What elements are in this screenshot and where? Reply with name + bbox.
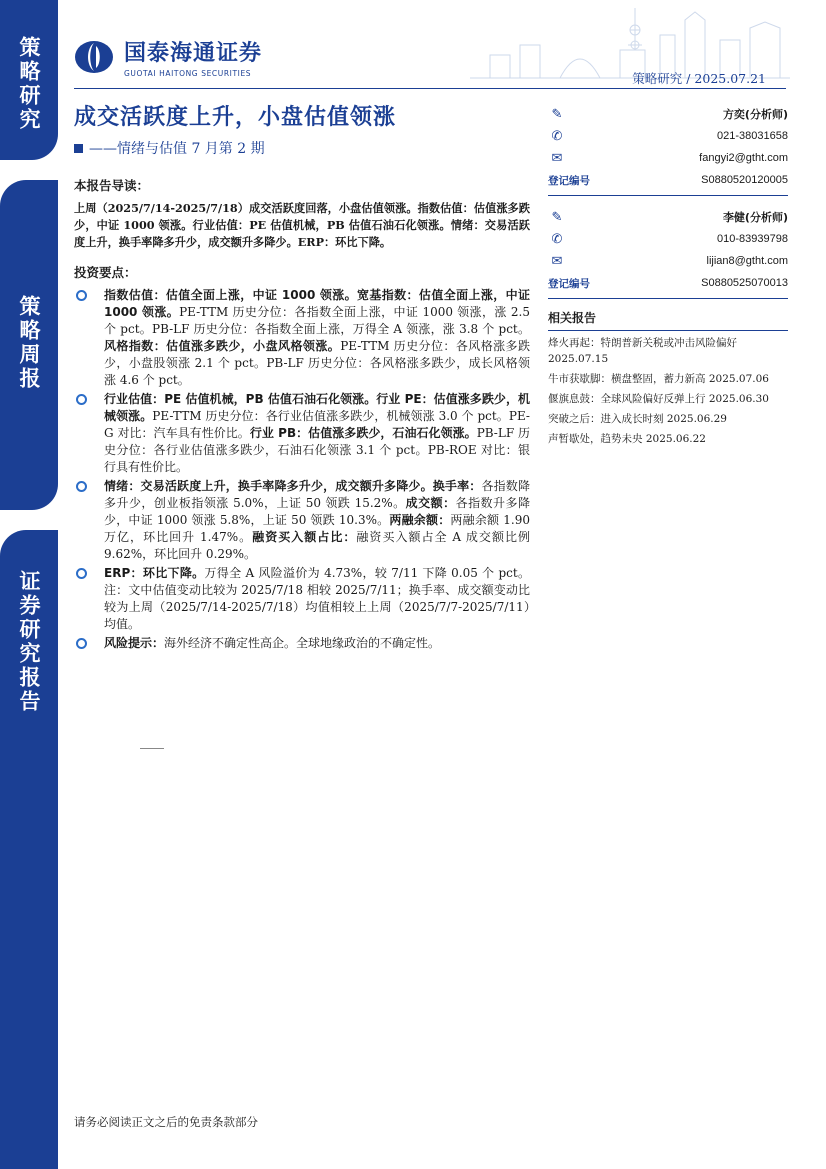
key-points-list: [74, 287, 530, 652]
pen-icon: ✎: [551, 209, 563, 224]
analyst-column: [548, 103, 788, 451]
key-point-bold: 成交额：: [405, 496, 456, 510]
brand-name-cn: 国泰海通证券: [124, 41, 263, 66]
analyst-phone: 010-83939798: [717, 233, 788, 245]
mail-icon: ✉: [551, 150, 563, 165]
circle-bullet-icon: [76, 290, 87, 301]
key-point-text: PE-TTM 历史分位：各指数全面上涨，中证 1000 领涨，涨 2.5 个 pct。PB-LF 历史分位：各指数全面上涨，万得全 A 领涨，涨 3.8 个 pct。: [104, 305, 530, 336]
key-point-text: PB-LF 历史分位：各行业估值涨多跌少，石油石化领涨 3.1 个 pct。PB-ROE 对比：银行具有性价比。: [104, 426, 531, 474]
related-reports-list: [548, 335, 788, 447]
analyst-name: 方奕(分析师): [722, 108, 788, 121]
key-point-item: [74, 287, 530, 389]
analyst-email[interactable]: fangyi2@gtht.com: [699, 152, 788, 164]
report-subtitle: ——情绪与估值 7 月第 2 期: [74, 138, 265, 158]
analyst-card: [548, 103, 788, 196]
key-point-bold: 融资买入额占比：: [252, 530, 357, 544]
reg-label: 登记编号: [548, 277, 590, 290]
key-point-item: [74, 635, 530, 652]
related-report-link[interactable]: 突破之后：进入成长时刻 2025.06.29: [548, 413, 727, 425]
divider-mark: [140, 748, 164, 749]
key-point-bold: 两融余额：: [389, 513, 451, 527]
skyline-decoration: [470, 0, 790, 80]
main-content: [74, 176, 530, 654]
key-point-text: PE-TTM 历史分位：各行业估值涨多跌少，机械领涨 3.0 个 pct。PE-G 对比：汽车具有性价比。: [104, 409, 530, 440]
key-point-item: [74, 565, 530, 633]
brand-name-en: GUOTAI HAITONG SECURITIES: [124, 69, 252, 78]
reg-number: S0880520120005: [701, 174, 788, 186]
mail-icon: ✉: [551, 253, 563, 268]
key-point-text: 海外经济不确定性高企。全球地缘政治的不确定性。: [164, 636, 441, 650]
key-point-bold: 情绪：交易活跃度上升，换手率降多升少，成交额升多降少。换手率：: [104, 479, 482, 493]
pen-icon: ✎: [551, 106, 563, 121]
reg-number: S0880525070013: [701, 277, 788, 289]
related-report-link[interactable]: 偃旗息鼓：全球风险偏好反弹上行 2025.06.30: [548, 393, 769, 405]
key-point-text: 两融余额 1.90 万亿，环比回升 1.47%。: [104, 513, 530, 544]
side-tab-research: 策略研究: [0, 0, 58, 160]
related-report-link[interactable]: 声暂歇处，趋势未央 2025.06.22: [548, 433, 706, 445]
related-report-link[interactable]: 烽火再起：特朗普新关税或冲击风险偏好 2025.07.15: [548, 337, 737, 365]
key-point-item: [74, 478, 530, 563]
key-points-heading: 投资要点：: [74, 265, 137, 280]
analyst-email[interactable]: lijian8@gtht.com: [706, 255, 788, 267]
circle-bullet-icon: [76, 394, 87, 405]
phone-icon: ✆: [551, 231, 563, 246]
related-report-link[interactable]: 牛市获歇脚：横盘整固，蓄力新高 2025.07.06: [548, 373, 769, 385]
guide-text: 上周（2025/7/14-2025/7/18）成交活跃度回落，小盘估值领涨。指数估值：估值涨多跌少，中证 1000 领涨。行业估值：PE 估值机械，PB 估值石油石化领涨。情绪：交易活跃度上升，换手率降多升少，成交额升多降少。ERP：环比下降。: [74, 201, 530, 249]
key-point-bold: 风险提示：: [104, 636, 165, 650]
key-point-text: PE-TTM 历史分位：各风格涨多跌少，小盘股领涨 2.1 个 pct。PB-LF 历史分位：各风格涨多跌少，成长风格领涨 4.6 个 pct。: [104, 339, 530, 387]
disclaimer-text: 请务必阅读正文之后的免责条款部分: [74, 1115, 258, 1129]
side-tab-weekly: 策略周报: [0, 180, 58, 510]
reg-label: 登记编号: [548, 174, 590, 187]
header-divider: [74, 88, 786, 89]
circle-bullet-icon: [76, 638, 87, 649]
analyst-name: 李健(分析师): [722, 211, 788, 224]
brand-logo-icon: [74, 40, 114, 74]
brand-logo: [74, 36, 262, 78]
side-tab-report: 证券研究报告: [0, 530, 58, 1169]
key-point-text: 融资买入额占全 A 成交额比例 9.62%，环比回升 0.29%。: [104, 530, 531, 561]
report-title: 成交活跃度上升，小盘估值领涨: [74, 105, 397, 130]
key-point-bold: ERP：环比下降。: [104, 566, 205, 580]
key-point-text: 各指数升多降少，中证 1000 领涨 5.8%，上证 50 领跌 10.3%。: [104, 496, 530, 527]
key-point-bold: 行业 PB：估值涨多跌少，石油石化领涨。: [249, 426, 477, 440]
key-point-bold: 风格指数：估值涨多跌少，小盘风格领涨。: [104, 339, 341, 353]
circle-bullet-icon: [76, 568, 87, 579]
key-point-text: 各指数降多升少，创业板指领涨 5.0%，上证 50 领跌 15.2%。: [104, 479, 530, 510]
analyst-phone: 021-38031658: [717, 130, 788, 142]
key-point-bold: 行业估值：PE 估值机械，PB 估值石油石化领涨。行业 PE：估值涨多跌少，机械领涨。: [104, 392, 530, 423]
report-category-date: 策略研究 / 2025.07.21: [632, 71, 766, 86]
guide-heading: 本报告导读：: [74, 178, 150, 193]
square-bullet-icon: [74, 144, 83, 153]
related-reports-heading: 相关报告: [548, 309, 788, 331]
key-point-item: [74, 391, 530, 476]
key-point-text: 万得全 A 风险溢价为 4.73%，较 7/11 下降 0.05 个 pct。注：文中估值变动比较为 2025/7/18 相较 2025/7/11；换手率、成交额变动比较为上周（2025/7/14-2025/7/18）均值相较上上周（2025/7/7-2025/7/11）均值。: [104, 566, 530, 631]
phone-icon: ✆: [551, 128, 563, 143]
analyst-card: [548, 206, 788, 299]
circle-bullet-icon: [76, 481, 87, 492]
key-point-bold: 指数估值：估值全面上涨，中证 1000 领涨。宽基指数：估值全面上涨，中证 1000 领涨。: [104, 288, 530, 319]
